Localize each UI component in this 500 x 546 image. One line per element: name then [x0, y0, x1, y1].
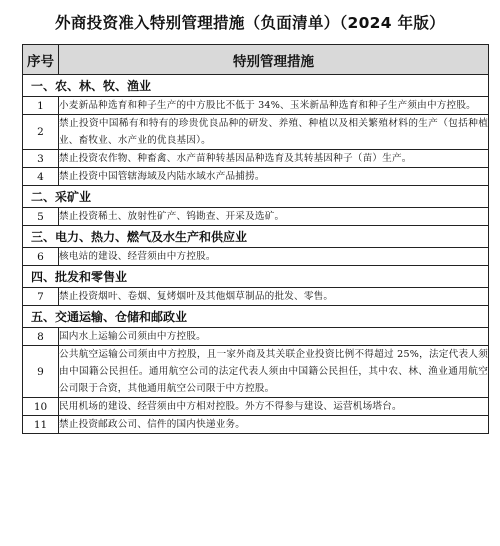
row-number: 3 — [23, 150, 59, 168]
table-row — [23, 150, 489, 168]
row-number: 1 — [23, 97, 59, 115]
row-number: 7 — [23, 288, 59, 306]
table-row — [23, 328, 489, 346]
row-number: 5 — [23, 208, 59, 226]
measure-text: 公共航空运输公司须由中方控股，且一家外商及其关联企业投资比例不得超过 25%，法定代表人须由中国籍公民担任。通用航空公司的法定代表人须由中国籍公民担任，其中农、林、渔业通用航空公司限于合资，其他通用航空公司限于中方控股。 — [59, 346, 489, 398]
table-row — [23, 346, 489, 398]
measure-text: 禁止投资农作物、种畜禽、水产苗种转基因品种选育及其转基因种子（苗）生产。 — [59, 150, 489, 168]
measure-text: 核电站的建设、经营须由中方控股。 — [59, 248, 489, 266]
table-row — [23, 288, 489, 306]
column-header-number: 序号 — [23, 45, 59, 75]
table-row — [23, 97, 489, 115]
row-number: 2 — [23, 115, 59, 150]
section-heading-row — [23, 186, 489, 208]
table-header-row — [23, 45, 489, 75]
document-title: 外商投资准入特别管理措施（负面清单）（2024 年版） — [55, 14, 445, 32]
row-number: 6 — [23, 248, 59, 266]
measure-text: 禁止投资邮政公司、信件的国内快递业务。 — [59, 416, 489, 434]
row-number: 9 — [23, 346, 59, 398]
table-row — [23, 115, 489, 150]
table-row — [23, 398, 489, 416]
table-row — [23, 208, 489, 226]
row-number: 10 — [23, 398, 59, 416]
measure-text: 国内水上运输公司须由中方控股。 — [59, 328, 489, 346]
measure-text: 民用机场的建设、经营须由中方相对控股。外方不得参与建设、运营机场塔台。 — [59, 398, 489, 416]
section-heading: 四、批发和零售业 — [23, 266, 489, 288]
section-heading-row — [23, 226, 489, 248]
section-heading: 一、农、林、牧、渔业 — [23, 75, 489, 97]
row-number: 4 — [23, 168, 59, 186]
section-heading-row — [23, 306, 489, 328]
measure-text: 禁止投资稀土、放射性矿产、钨勘查、开采及选矿。 — [59, 208, 489, 226]
section-heading: 三、电力、热力、燃气及水生产和供应业 — [23, 226, 489, 248]
measure-text: 禁止投资中国管辖海域及内陆水域水产品捕捞。 — [59, 168, 489, 186]
column-header-measures: 特别管理措施 — [59, 45, 489, 75]
negative-list-table — [22, 44, 489, 434]
section-heading-row — [23, 266, 489, 288]
table-row — [23, 168, 489, 186]
row-number: 11 — [23, 416, 59, 434]
measure-text: 禁止投资中国稀有和特有的珍贵优良品种的研发、养殖、种植以及相关繁殖材料的生产（包括种植业、畜牧业、水产业的优良基因）。 — [59, 115, 489, 150]
row-number: 8 — [23, 328, 59, 346]
section-heading: 二、采矿业 — [23, 186, 489, 208]
measure-text: 禁止投资烟叶、卷烟、复烤烟叶及其他烟草制品的批发、零售。 — [59, 288, 489, 306]
section-heading-row — [23, 75, 489, 97]
table-row — [23, 248, 489, 266]
section-heading: 五、交通运输、仓储和邮政业 — [23, 306, 489, 328]
measure-text: 小麦新品种选育和种子生产的中方股比不低于 34%、玉米新品种选育和种子生产须由中方控股。 — [59, 97, 489, 115]
table-row — [23, 416, 489, 434]
